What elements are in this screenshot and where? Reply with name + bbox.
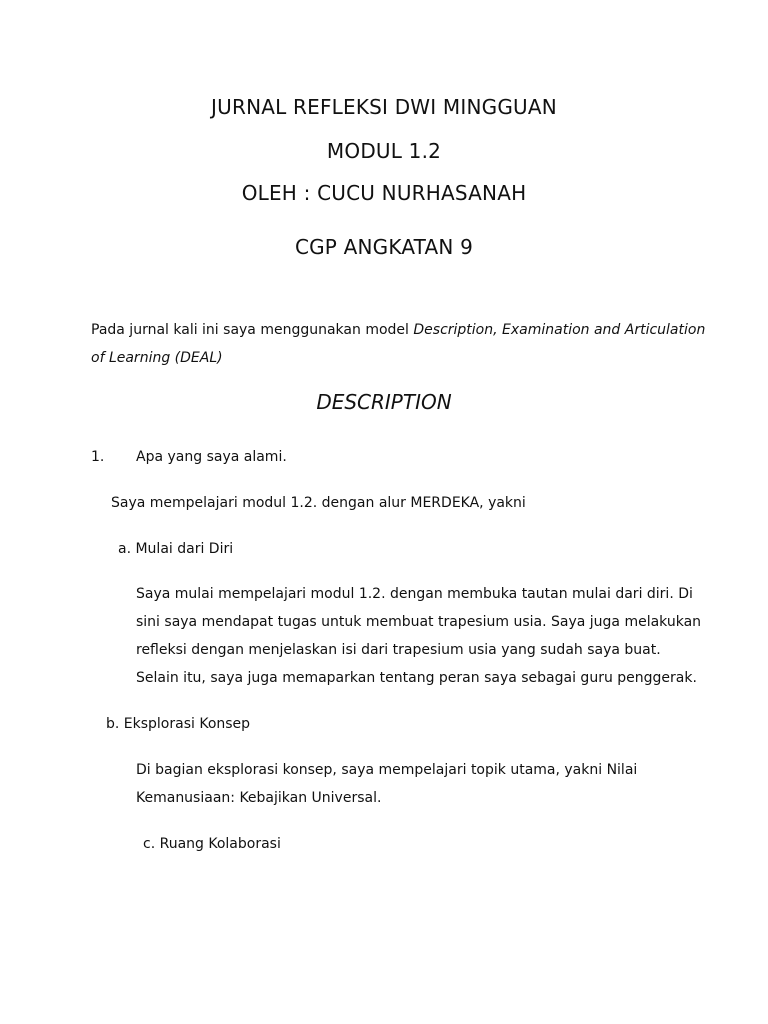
intro-model-name-cont: of Learning (DEAL) <box>91 350 223 366</box>
doc-title: JURNAL REFLEKSI DWI MINGGUAN <box>211 95 557 119</box>
module-label: MODUL 1.2 <box>326 139 442 163</box>
intro-paragraph-line1 <box>91 320 705 340</box>
sub-b-line: Kemanusiaan: Kebajikan Universal. <box>136 790 382 806</box>
alur-intro: Saya mempelajari modul 1.2. dengan alur MERDEKA, yakni <box>111 495 526 511</box>
cohort-line: CGP ANGKATAN 9 <box>294 235 474 259</box>
intro-prefix: Pada jurnal kali ini saya menggunakan model <box>91 322 414 338</box>
sub-a-line: Saya mulai mempelajari modul 1.2. dengan membuka tautan mulai dari diri. Di <box>136 586 693 602</box>
item-number: 1. <box>91 449 105 465</box>
author-line: OLEH : CUCU NURHASANAH <box>241 181 527 205</box>
sub-b-line: Di bagian eksplorasi konsep, saya mempelajari topik utama, yakni Nilai <box>136 762 638 778</box>
sub-a-label: a. Mulai dari Diri <box>118 541 234 557</box>
sub-b-label: b. Eksplorasi Konsep <box>106 716 251 732</box>
item-label: Apa yang saya alami. <box>136 449 287 465</box>
sub-a-line: sini saya mendapat tugas untuk membuat trapesium usia. Saya juga melakukan <box>136 614 702 630</box>
sub-a-line: refleksi dengan menjelaskan isi dari trapesium usia yang sudah saya buat. <box>136 642 661 658</box>
section-heading: DESCRIPTION <box>316 390 452 414</box>
sub-a-line: Selain itu, saya juga memaparkan tentang peran saya sebagai guru penggerak. <box>136 670 697 686</box>
intro-model-name: Description, Examination and Articulation <box>413 322 706 338</box>
sub-c-label: c. Ruang Kolaborasi <box>143 836 281 852</box>
